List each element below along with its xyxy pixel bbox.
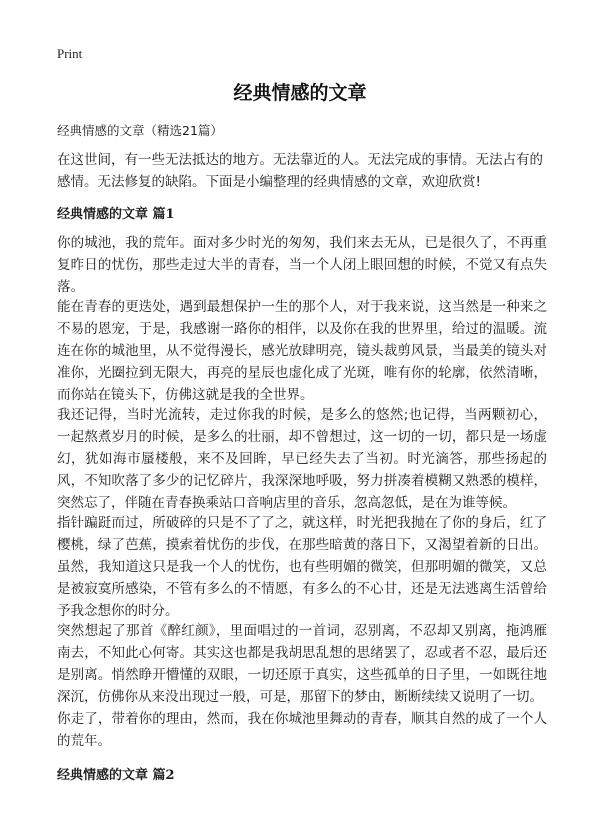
intro-paragraph: 在这世间，有一些无法抵达的地方。无法靠近的人。无法完成的事情。无法占有的感情。无法修复的缺陷。下面是小编整理的经典情感的文章，欢迎欣赏!: [57, 152, 543, 190]
article-paragraph: 突然想起了那首《醉红颜》，里面唱过的一首词，忍别离，不忍却又别离，拖鸿雁南去，不知此心何寄。其实这也都是我胡思乱想的思绪罢了，忍或者不忍，最后还是别离。悄然睁开懵懂的双眼，一切还原于真实，这些孤单的日子里，一如既往地深沉，仿佛你从来没出现过一般，可是，那留下的梦由，断断续续又说明了一切。: [57, 623, 547, 705]
article-paragraph: 能在青春的更迭处，遇到最想保护一生的那个人，对于我来说，这当然是一种来之不易的恩宠，于是，我感谢一路你的相伴，以及你在我的世界里，给过的温暖。流连在你的城池里，从不觉得漫长，感光放肆明亮，镜头裁剪风景，当最美的镜头对准你，光圈拉到无限大，再亮的星辰也虚化成了光斑，唯有你的轮廓，依然清晰，而你站在镜头下，仿佛这就是我的全世界。: [57, 299, 547, 403]
article-paragraph: 你走了，带着你的理由，然而，我在你城池里舞动的青春，顺其自然的成了一个人的荒年。: [57, 711, 547, 749]
article-paragraph: 你的城池，我的荒年。面对多少时光的匆匆，我们来去无从，已是很久了，不再重复昨日的忧伤，那些走过大半的青春，当一个人闭上眼回想的时候，不觉又有点失落。: [57, 235, 547, 295]
section-heading: 经典情感的文章 篇2: [57, 768, 175, 783]
document-subtitle: 经典情感的文章（精选21篇）: [57, 123, 223, 138]
section-heading: 经典情感的文章 篇1: [57, 207, 175, 222]
print-label[interactable]: Print: [57, 46, 83, 61]
article-paragraph: 我还记得，当时光流转，走过你我的时候，是多么的悠然;也记得，当两颗初心，一起熬煮岁月的时候，是多么的壮丽，却不曾想过，这一切的一切，都只是一场虚幻，犹如海市蜃楼般，来不及回眸，早已经失去了当初。时光滴答，那些扬起的风，不知吹落了多少的记忆碎片，我深深地呼吸，努力拼凑着模糊又熟悉的模样，突然忘了，伴随在青春换乘站口音响店里的音乐，忽高忽低，是在为谁等候。: [57, 407, 547, 511]
article-paragraph: 指针蹁跹而过，所破碎的只是不了了之，就这样，时光把我抛在了你的身后，红了樱桃，绿了芭蕉，摸索着忧伤的步伐，在那些暗黄的落日下，又渴望着新的日出。虽然，我知道这只是我一个人的忧伤，也有些明媚的微笑，但那明媚的微笑，又总是被寂寞所感染，不管有多么的不情愿，有多么的不心甘，还是无法逃离生活曾给予我念想你的时分。: [57, 515, 547, 619]
page-title: 经典情感的文章: [233, 82, 367, 104]
